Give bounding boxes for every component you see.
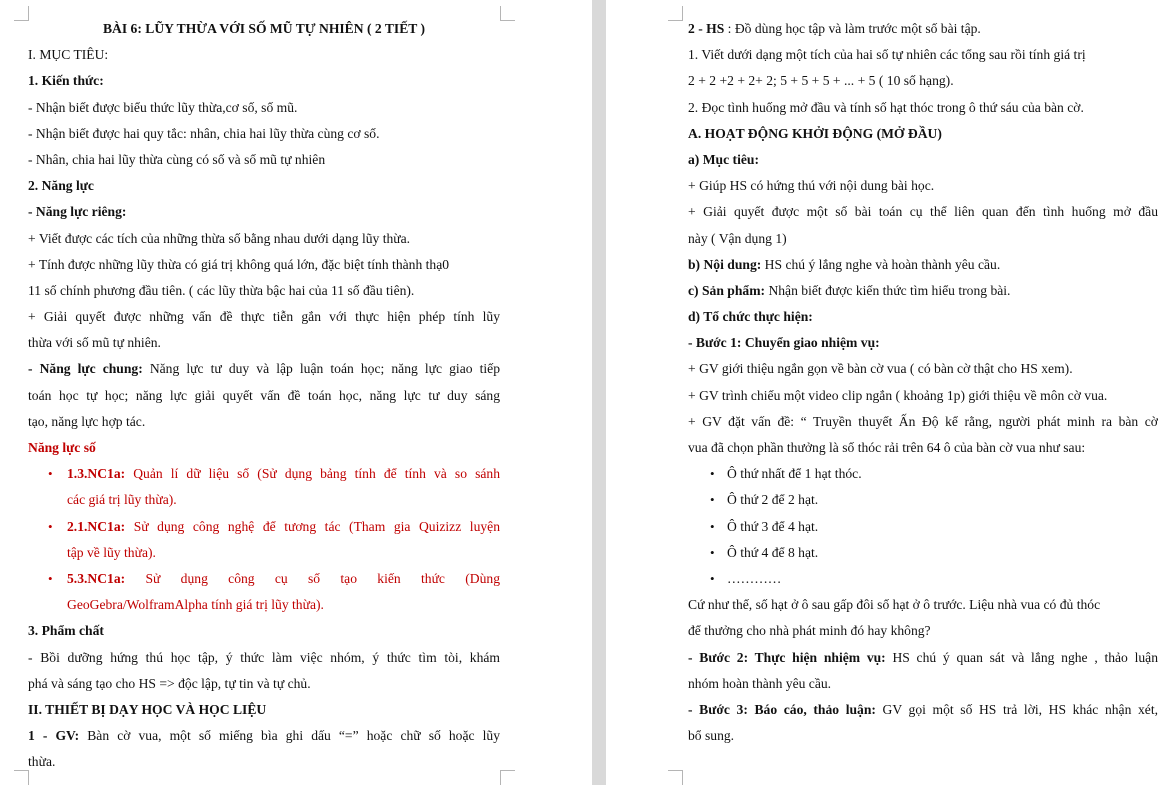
- bullet-icon: •: [710, 570, 715, 586]
- goal-line: + Giúp HS có hứng thú với nội dung bài học.: [688, 178, 935, 194]
- corner-mark: [14, 6, 29, 21]
- right-page-content[interactable]: [688, 16, 1158, 749]
- digital-item-text: Quản lí dữ liệu số (Sử dụng bảng tính để tính và so sánh: [125, 466, 500, 482]
- digital-item-line: tập về lũy thừa).: [67, 544, 156, 560]
- competence-line: 11 số chính phương đầu tiên. ( các lũy thừa bậc hai của 11 số đầu tiên).: [28, 282, 415, 298]
- digital-item-line: [67, 566, 500, 592]
- digital-item-line: [67, 461, 500, 487]
- section-heading: II. THIẾT BỊ DẠY HỌC VÀ HỌC LIỆU: [28, 701, 267, 717]
- competence-line: + Giải quyết được những vấn đề thực tiễn gắn với thực hiện phép tính lũy: [28, 309, 500, 325]
- paragraph-line: Cứ như thế, số hạt ở ô sau gấp đôi số hạt ở ô trước. Liệu nhà vua có đủ thóc: [688, 597, 1101, 613]
- document-page-right: [606, 0, 1175, 785]
- quality-line: - Bồi dưỡng hứng thú học tập, ý thức làm việc nhóm, ý thức tìm tòi, khám: [28, 649, 500, 665]
- list-item: [688, 461, 1158, 487]
- teacher-activity-line: + GV giới thiệu ngắn gọn về bàn cờ vua ( có bàn cờ thật cho HS xem).: [688, 361, 1073, 377]
- content-label: b) Nội dung:: [688, 256, 762, 272]
- digital-item: [28, 461, 500, 513]
- list-item-text: Ô thứ 4 để 8 hạt.: [727, 544, 819, 560]
- digital-item-line: [67, 514, 500, 540]
- digital-item-text: Sử dụng công nghệ để tương tác (Tham gia Quizizz luyện: [125, 518, 500, 534]
- competence-line: thừa với số mũ tự nhiên.: [28, 335, 161, 351]
- list-item-text: Ô thứ 3 để 4 hạt.: [727, 518, 819, 534]
- quality-heading: 3. Phẩm chất: [28, 623, 104, 639]
- lesson-title: BÀI 6: LŨY THỪA VỚI SỐ MŨ TỰ NHIÊN ( 2 TIẾT ): [102, 21, 426, 36]
- step1-heading: - Bước 1: Chuyển giao nhiệm vụ:: [688, 335, 880, 351]
- bullet-icon: •: [710, 466, 715, 482]
- section-heading: A. HOẠT ĐỘNG KHỞI ĐỘNG (MỞ ĐẦU): [688, 125, 942, 141]
- digital-item: [28, 566, 500, 618]
- bullet-icon: •: [710, 544, 715, 560]
- content-text: HS chú ý lắng nghe và hoàn thành yêu cầu.: [761, 256, 1001, 272]
- competence-heading: 2. Năng lực: [28, 178, 94, 194]
- step3-text: GV gọi một số HS trả lời, HS khác nhận xét,: [875, 701, 1158, 717]
- knowledge-heading: 1. Kiến thức:: [28, 73, 104, 89]
- product-line: [688, 278, 1158, 304]
- general-competence-line: [28, 356, 500, 382]
- step3-label: - Bước 3: Báo cáo, thảo luận:: [688, 701, 876, 717]
- organization-heading: d) Tổ chức thực hiện:: [688, 309, 813, 325]
- task-expression: 2 + 2 +2 + 2+ 2; 5 + 5 + 5 + ... + 5 ( 10 số hạng).: [688, 73, 954, 89]
- step3-line: bổ sung.: [688, 728, 735, 744]
- product-label: c) Sản phẩm:: [688, 282, 766, 298]
- left-page-content[interactable]: [28, 16, 500, 775]
- product-text: Nhận biết được kiến thức tìm hiểu trong bài.: [765, 282, 1011, 298]
- content-line: [688, 252, 1158, 278]
- digital-item-code: 2.1.NC1a:: [67, 518, 126, 534]
- corner-mark: [14, 770, 29, 785]
- step2-text: HS chú ý quan sát và lắng nghe , thảo luận: [885, 649, 1158, 665]
- goal-line: + Giải quyết được một số bài toán cụ thể liên quan đến tình huống mở đầu: [688, 204, 1158, 220]
- list-item: [688, 566, 1158, 592]
- teacher-materials-line: [28, 723, 500, 749]
- list-item-text: Ô thứ nhất để 1 hạt thóc.: [727, 466, 862, 482]
- goal-heading: a) Mục tiêu:: [688, 151, 759, 167]
- digital-item-line: các giá trị lũy thừa).: [67, 492, 177, 508]
- bullet-icon: •: [48, 466, 53, 482]
- digital-item-line: GeoGebra/WolframAlpha tính giá trị lũy thừa).: [67, 597, 324, 613]
- bullet-icon: •: [48, 518, 53, 534]
- list-item: [688, 487, 1158, 513]
- corner-mark: [668, 6, 683, 21]
- student-label: 2 - HS: [688, 21, 725, 36]
- digital-item: [28, 514, 500, 566]
- teacher-activity-line: + GV đặt vấn đề: “ Truyền thuyết Ấn Độ kể rằng, người phát minh ra bàn cờ: [688, 413, 1158, 429]
- step3-line: [688, 697, 1158, 723]
- general-competence-line: tạo, năng lực hợp tác.: [28, 413, 146, 429]
- digital-item-text: Sử dụng công cụ số tạo kiến thức (Dùng: [125, 570, 500, 586]
- list-item-text: …………: [727, 570, 782, 586]
- teacher-activity-line: vua đã chọn phần thưởng là số thóc rải trên 64 ô của bàn cờ vua như sau:: [688, 440, 1086, 455]
- list-item: [688, 514, 1158, 540]
- teacher-label: 1 - GV:: [28, 728, 80, 744]
- knowledge-item: - Nhận biết được biểu thức lũy thừa,cơ số, số mũ.: [28, 99, 298, 115]
- bullet-icon: •: [710, 518, 715, 534]
- digital-item-code: 5.3.NC1a:: [67, 570, 126, 586]
- general-competence-line: toán học tự học; năng lực giải quyết vấn đề toán học, năng lực tư duy sáng: [28, 387, 500, 403]
- corner-mark: [500, 770, 515, 785]
- competence-line: + Viết được các tích của những thừa số bằng nhau dưới dạng lũy thừa.: [28, 230, 411, 246]
- knowledge-item: - Nhân, chia hai lũy thừa cùng có số và số mũ tự nhiên: [28, 151, 326, 167]
- corner-mark: [500, 6, 515, 21]
- general-competence-text: Năng lực tư duy và lập luận toán học; năng lực giao tiếp: [142, 361, 500, 377]
- task-line: 1. Viết dưới dạng một tích của hai số tự nhiên các tổng sau rồi tính giá trị: [688, 47, 1086, 63]
- goal-line: này ( Vận dụng 1): [688, 230, 787, 246]
- student-materials-line: [688, 16, 1158, 42]
- list-item-text: Ô thứ 2 để 2 hạt.: [727, 492, 819, 508]
- task-line: 2. Đọc tình huống mở đầu và tính số hạt thóc trong ô thứ sáu của bàn cờ.: [688, 99, 1084, 115]
- page-gutter: [592, 0, 606, 785]
- section-heading: I. MỤC TIÊU:: [28, 47, 109, 63]
- student-materials-text: : Đồ dùng học tập và làm trước một số bài tập.: [724, 21, 981, 36]
- digital-competence-heading: Năng lực số: [28, 440, 96, 455]
- bullet-icon: •: [710, 492, 715, 508]
- corner-mark: [668, 770, 683, 785]
- quality-line: phá và sáng tạo cho HS => độc lập, tự tin và tự chủ.: [28, 675, 311, 691]
- step2-line: [688, 645, 1158, 671]
- bullet-icon: •: [48, 570, 53, 586]
- competence-line: + Tính được những lũy thừa có giá trị không quá lớn, đặc biệt tính thành thạ0: [28, 256, 450, 272]
- digital-item-code: 1.3.NC1a:: [67, 466, 126, 482]
- general-competence-label: - Năng lực chung:: [28, 361, 143, 377]
- own-competence-heading: - Năng lực riêng:: [28, 204, 127, 220]
- teacher-materials-text: Bàn cờ vua, một số miếng bìa ghi dấu “=” hoặc chữ số hoặc lũy: [79, 728, 500, 744]
- teacher-materials-line: thừa.: [28, 754, 56, 770]
- list-item: [688, 540, 1158, 566]
- knowledge-item: - Nhận biết được hai quy tắc: nhân, chia hai lũy thừa cùng cơ số.: [28, 125, 380, 141]
- teacher-activity-line: + GV trình chiếu một video clip ngắn ( khoảng 1p) giới thiệu về môn cờ vua.: [688, 387, 1108, 403]
- step2-line: nhóm hoàn thành yêu cầu.: [688, 675, 832, 691]
- step2-label: - Bước 2: Thực hiện nhiệm vụ:: [688, 649, 886, 665]
- paragraph-line: để thưởng cho nhà phát minh đó hay không?: [688, 623, 931, 639]
